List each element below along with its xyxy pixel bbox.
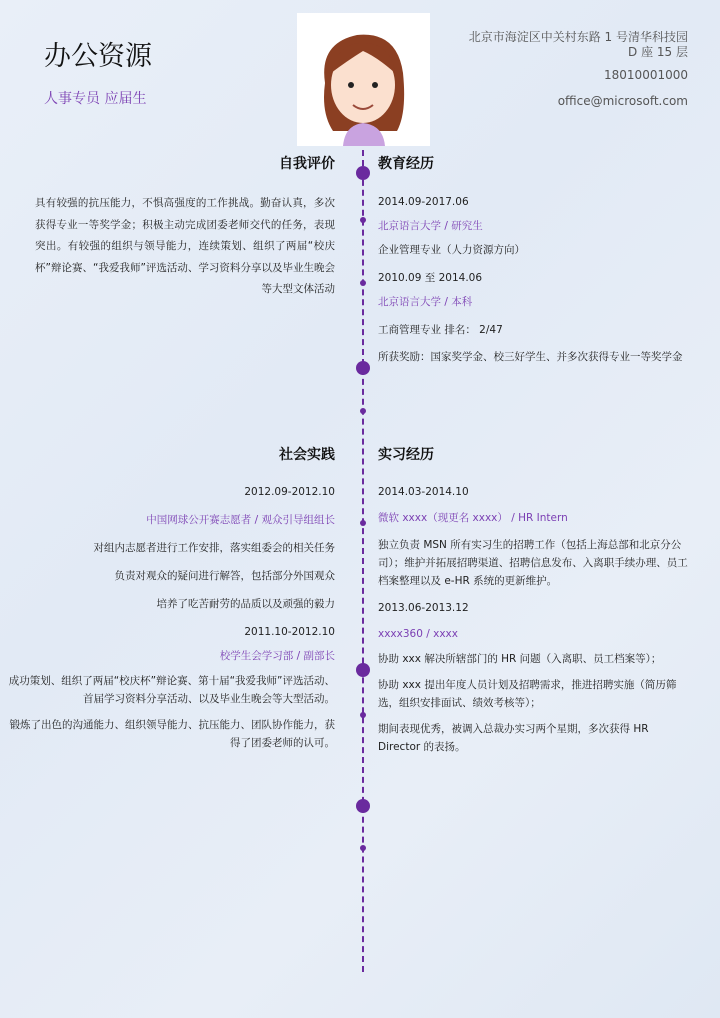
timeline-dot: [360, 520, 366, 526]
social-line: 对组内志愿者进行工作安排，落实组委会的相关任务: [93, 542, 335, 554]
education-heading: 教育经历: [378, 156, 434, 172]
social-line: 锻炼了出色的沟通能力、组织领导能力、抗压能力、团队协作能力，获得了团委老师的认可。: [9, 719, 335, 749]
timeline-dot: [360, 845, 366, 851]
timeline-dot: [356, 361, 370, 375]
intern-section: [378, 480, 693, 756]
social-org: 中国网球公开赛志愿者 / 观众引导组组长: [146, 514, 335, 526]
social-date: 2012.09-2012.10: [244, 486, 335, 498]
social-line: 培养了吃苦耐劳的品质以及顽强的毅力: [156, 598, 335, 610]
intern-heading: 实习经历: [378, 447, 434, 463]
timeline-dot: [356, 799, 370, 813]
timeline-dot: [356, 663, 370, 677]
social-heading: 社会实践: [279, 447, 335, 463]
self-eval-heading: 自我评价: [279, 156, 335, 172]
phone: 18010001000: [604, 68, 688, 82]
intern-date: 2013.06-2013.12: [378, 602, 469, 614]
edu-date: 2010.09 至 2014.06: [378, 272, 483, 284]
edu-school: 北京语言大学 / 本科: [378, 296, 473, 308]
edu-date: 2014.09-2017.06: [378, 196, 469, 208]
social-section: [5, 480, 335, 752]
timeline-dot: [356, 166, 370, 180]
social-date: 2011.10-2012.10: [244, 626, 335, 638]
self-eval-text: 具有较强的抗压能力，不惧高强度的工作挑战。勤奋认真，多次获得专业一等奖学金；积极主动完成团委老师交代的任务，表现突出。有较强的组织与领导能力，连续策划、组织了两届“校庆杯”辩论赛、“我爱我师”评选活动、学习资料分享以及毕业生晚会等大型文体活动: [35, 197, 335, 295]
timeline-dot: [360, 712, 366, 718]
intern-org: xxxx360 / xxxx: [378, 628, 458, 640]
timeline-dot: [360, 408, 366, 414]
timeline-dot: [360, 280, 366, 286]
edu-detail: 企业管理专业（人力资源方向）: [378, 244, 525, 256]
job-title: 人事专员 应届生: [44, 91, 147, 107]
intern-line: 协助 xxx 提出年度人员计划及招聘需求，推进招聘实施（简历筛选，组织安排面试、绩效考核等）；: [378, 679, 677, 709]
avatar: [297, 13, 430, 146]
intern-line: 协助 xxx 解决所辖部门的 HR 问题（入离职、员工档案等）；: [378, 653, 662, 665]
intern-org: 微软 xxxx（现更名 xxxx） / HR Intern: [378, 512, 568, 524]
intern-line: 期间表现优秀，被调入总裁办实习两个星期，多次获得 HR Director 的表扬。: [378, 723, 649, 753]
education-section: [378, 190, 693, 366]
email: office@microsoft.com: [557, 94, 688, 108]
candidate-name: 办公资源: [44, 41, 152, 72]
timeline-dot: [360, 217, 366, 223]
edu-detail: 工商管理专业 排名： 2/47: [378, 324, 503, 336]
address: 北京市海淀区中关村东路 1 号清华科技园 D 座 15 层: [468, 30, 688, 59]
intern-line: 独立负责 MSN 所有实习生的招聘工作（包括上海总部和北京分公司）；维护并拓展招聘渠道、招聘信息发布、入离职手续办理、员工档案整理以及 e-HR 系统的更新维护。: [378, 539, 688, 587]
intern-date: 2014.03-2014.10: [378, 486, 469, 498]
edu-school: 北京语言大学 / 研究生: [378, 220, 483, 232]
edu-awards: 所获奖励：国家奖学金、校三好学生、并多次获得专业一等奖学金: [378, 351, 683, 363]
social-line: 成功策划、组织了两届“校庆杯”辩论赛、第十届“我爱我师”评选活动、首届学习资料分享活动、以及毕业生晚会等大型活动。: [8, 675, 335, 705]
social-line: 负责对观众的疑问进行解答，包括部分外国观众: [114, 570, 335, 582]
social-org: 校学生会学习部 / 副部长: [219, 650, 335, 662]
